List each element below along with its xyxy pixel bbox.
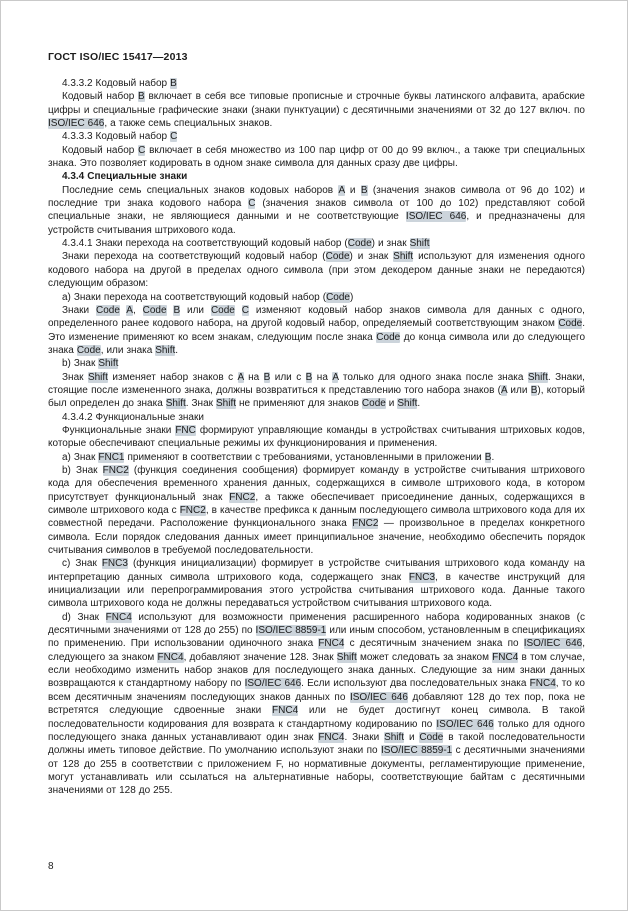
clause-heading-4-3-3-3: 4.3.3.3 Кодовый набор C xyxy=(62,131,178,143)
clause-heading-4-3-3-2: 4.3.3.2 Кодовый набор B xyxy=(62,78,177,89)
paragraph-code-set-b: Кодовый набор B включает в себя все типовые прописные и строчные буквы латинского алфавита, арабские цифры и специальные графические знаки (знаки пунктуации) с десятичными значениями от 32 до 127 включ. по ISO/IEC 646, а также семь специальных знаков. xyxy=(48,91,585,130)
clause-heading-4-3-4-2: 4.3.4.2 Функциональные знаки xyxy=(62,411,204,423)
list-item-a-code: a) Знаки перехода на соответствующий кодовый набор (Code) xyxy=(62,291,354,303)
list-item-b-fnc2: b) Знак FNC2 (функция соединения сообщения) формирует команду в устройстве считывания штрихового кода для обеспечения временного хранения данных, содержащихся в символе штрихового кода, в котором присутствует функциональный знак FNC2, а также обеспечивает присоединение данных, содержащихся в символе штрихового кода с FNC2, в качестве префикса к данным последующего символа штрихового кода для их совместной передачи. Расположение функционального знака FNC2 — произвольное в пределах конкретного символа. Если порядок следования данных имеет принципиальное значение, необходимо обеспечить порядок считывания символов в требуемой последовательности. xyxy=(48,464,585,557)
clause-heading-4-3-4-1: 4.3.4.1 Знаки перехода на соответствующий кодовый набор (Code) и знак Shift xyxy=(62,238,430,250)
paragraph-code-shift-intro: Знаки перехода на соответствующий кодовый набор (Code) и знак Shift используют для изменения одного кодового набора на другой в пределах одного символа (при этом декодером данные знаки не передаются) следующим образом: xyxy=(48,251,586,290)
list-item-a-fnc1: a) Знак FNC1 применяют в соответствии с требованиями, установленными в приложении B. xyxy=(62,451,495,463)
page-number: 8 xyxy=(48,861,54,872)
paragraph-code-set-c: Кодовый набор C включает в себя множество из 100 пар цифр от 00 до 99 включ., а также три специальных знака. Это позволяет кодировать в одном знаке символа для данных сразу две цифры. xyxy=(48,144,586,170)
document-body xyxy=(48,77,585,798)
paragraph-shift-description: Знак Shift изменяет набор знаков с A на B или с B на A только для одного знака после знака Shift. Знаки, стоящие после измененного знака, должны возвратиться к представлению того набора знаков (A или B), который был определен до знака Shift. Знак Shift не применяют для знаков Code и Shift. xyxy=(48,371,585,410)
list-item-d-fnc4: d) Знак FNC4 используют для возможности применения расширенного набора кодированных знаков (с десятичными значениями от 128 до 255) по ISO/IEC 8859-1 или иным способом, установленным в спецификациях по применению. При использовании одиночного знака FNC4 с десятичным значением знака по ISO/IEC 646, следующего за знаком FNC4, добавляют значение 128. Знак Shift может следовать за знаком FNC4 в том случае, если необходимо изменить набор знаков для последующего знака данных. Следующие за ним знаки данных возвращаются к стандартному набору по ISO/IEC 646. Если используют два последовательных знака FNC4, то ко всем десятичным значениям последующих знаков данных по ISO/IEC 646 добавляют 128 до тех пор, пока не встретятся следующие сдвоенные знаки FNC4 или не будет достигнут конец символа. В такой последовательности кодирования для возврата к стандартному кодированию по ISO/IEC 646 только для одного последующего знака данных устанавливают один знак FNC4. Знаки Shift и Code в такой последовательности должны иметь типовое действие. По умолчанию используют знаки по ISO/IEC 8859-1 с десятичными значениями от 128 до 255 в соответствии с приложением F, но нормативные документы, регламентирующие применение, могут устанавливать или ссылаться на альтернативные наборы, соответствующие байтам с десятичными значениями от 128 до 255. xyxy=(48,611,586,797)
paragraph-fnc-intro: Функциональные знаки FNC формируют управляющие команды в устройствах считывания штриховых кодов, которые обеспечивают специальные режимы их функционирования и применения. xyxy=(48,424,585,450)
list-item-c-fnc3: c) Знак FNC3 (функция инициализации) формирует в устройстве считывания штрихового кода команду на интерпретацию данных символа штрихового кода, содержащего знак FNC3, в качестве инструкций для инициализации или перепрограммирования этого устройства считывания штрихового кода. Данные такого символа штрихового кода не должны передаваться устройством считывания штрихового кода. xyxy=(48,558,586,610)
paragraph-code-description: Знаки Code A, Code B или Code C изменяют кодовый набор знаков символа для данных с одного, определенного ранее кодового набора, на другой кодовый набор, определяемый соответствующим знаком Code. Это изменение применяют ко всем знакам, следующим после знака Code до конца символа или до следующего знака Code, или знака Shift. xyxy=(48,304,586,356)
running-header: ГОСТ ISO/IEC 15417—2013 xyxy=(48,51,188,63)
list-item-b-shift: b) Знак Shift xyxy=(62,358,119,370)
clause-heading-4-3-4: 4.3.4 Специальные знаки xyxy=(62,171,188,183)
paragraph-special-chars: Последние семь специальных знаков кодовых наборов A и B (значения знаков символа от 96 до 102) и последние три знака кодового набора C (значения знаков символа от 100 до 102) представляют собой специальные знаки, не являющиеся данными и не соответствующие ISO/IEC 646, и предназначены для устройств считывания штрихового кода. xyxy=(48,184,586,236)
